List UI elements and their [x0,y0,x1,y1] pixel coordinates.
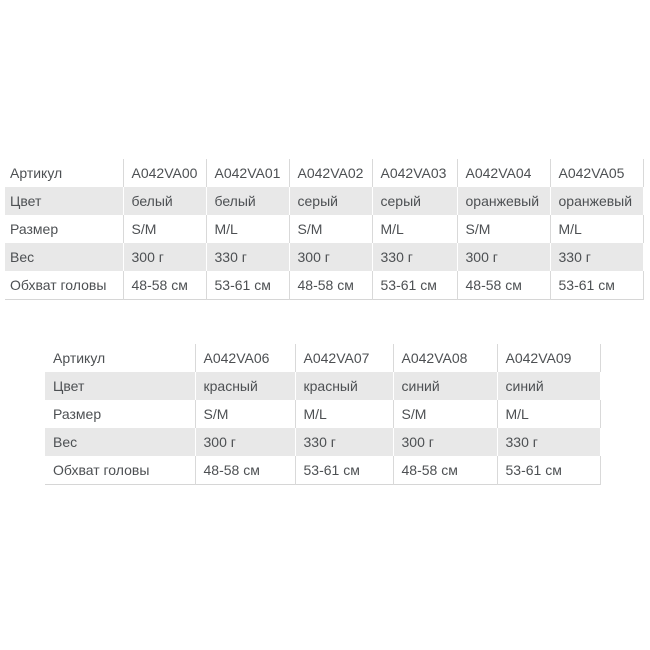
head-circumference-cell: 53-61 см [372,271,457,300]
color-cell: оранжевый [457,187,550,215]
row-color [45,372,600,400]
size-cell: S/M [195,400,295,428]
row-label-weight: Вес [45,428,195,456]
row-label-color: Цвет [5,187,123,215]
head-circumference-cell: 48-58 см [289,271,372,300]
row-size [45,400,600,428]
row-label-size: Размер [45,400,195,428]
row-head-circumference [45,456,600,485]
size-cell: S/M [457,215,550,243]
size-cell: M/L [497,400,600,428]
color-cell: серый [372,187,457,215]
article-cell: A042VA05 [550,159,643,187]
article-cell: A042VA00 [123,159,206,187]
row-label-head-circumference: Обхват головы [45,456,195,485]
color-cell: серый [289,187,372,215]
head-circumference-cell: 53-61 см [295,456,393,485]
article-cell: A042VA01 [206,159,289,187]
size-cell: M/L [295,400,393,428]
head-circumference-cell: 53-61 см [497,456,600,485]
head-circumference-cell: 48-58 см [457,271,550,300]
color-cell: белый [123,187,206,215]
article-cell: A042VA07 [295,344,393,372]
weight-cell: 330 г [295,428,393,456]
row-head-circumference [5,271,643,300]
article-cell: A042VA08 [393,344,497,372]
size-cell: M/L [206,215,289,243]
size-cell: S/M [393,400,497,428]
row-label-article: Артикул [45,344,195,372]
color-cell: синий [497,372,600,400]
article-cell: A042VA04 [457,159,550,187]
weight-cell: 300 г [195,428,295,456]
weight-cell: 330 г [206,243,289,271]
article-cell: A042VA06 [195,344,295,372]
color-cell: белый [206,187,289,215]
weight-cell: 330 г [497,428,600,456]
color-cell: красный [295,372,393,400]
size-cell: S/M [123,215,206,243]
color-cell: оранжевый [550,187,643,215]
product-spec-table-1 [5,159,644,300]
row-weight [45,428,600,456]
weight-cell: 300 г [289,243,372,271]
row-article [45,344,600,372]
row-label-article: Артикул [5,159,123,187]
color-cell: красный [195,372,295,400]
head-circumference-cell: 48-58 см [393,456,497,485]
row-weight [5,243,643,271]
color-cell: синий [393,372,497,400]
row-color [5,187,643,215]
head-circumference-cell: 53-61 см [206,271,289,300]
head-circumference-cell: 48-58 см [123,271,206,300]
head-circumference-cell: 53-61 см [550,271,643,300]
weight-cell: 330 г [550,243,643,271]
row-label-size: Размер [5,215,123,243]
article-cell: A042VA02 [289,159,372,187]
article-cell: A042VA03 [372,159,457,187]
weight-cell: 300 г [393,428,497,456]
weight-cell: 300 г [457,243,550,271]
row-label-color: Цвет [45,372,195,400]
weight-cell: 300 г [123,243,206,271]
weight-cell: 330 г [372,243,457,271]
size-cell: M/L [550,215,643,243]
row-size [5,215,643,243]
row-label-head-circumference: Обхват головы [5,271,123,300]
row-article [5,159,643,187]
head-circumference-cell: 48-58 см [195,456,295,485]
article-cell: A042VA09 [497,344,600,372]
size-cell: S/M [289,215,372,243]
product-spec-table-2 [45,344,601,485]
row-label-weight: Вес [5,243,123,271]
size-cell: M/L [372,215,457,243]
